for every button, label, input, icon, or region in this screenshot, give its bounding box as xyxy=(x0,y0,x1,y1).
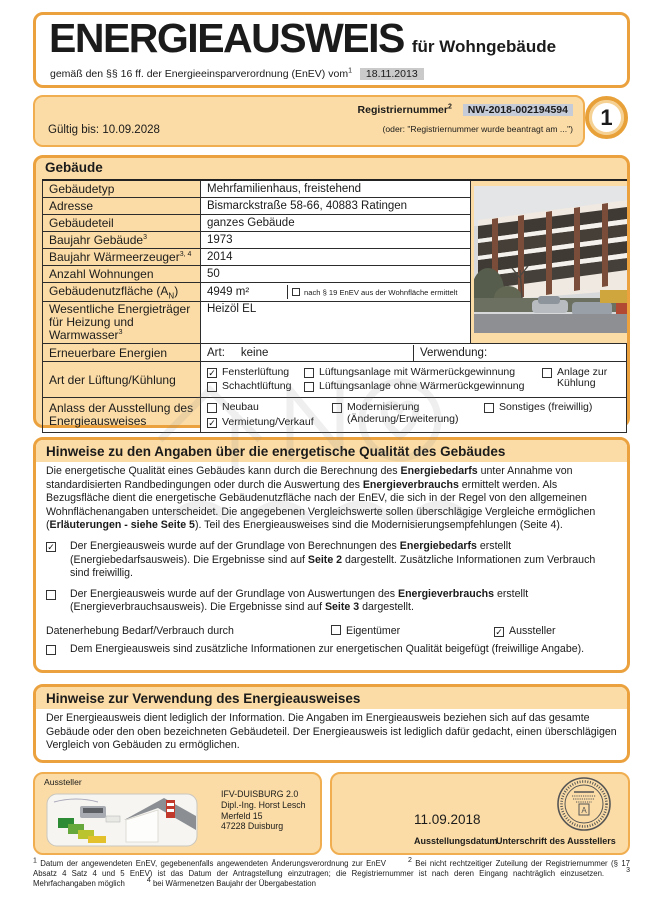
valid-until: Gültig bis: 10.09.2028 xyxy=(48,124,160,136)
registration-number: NW-2018-002194594 xyxy=(463,104,573,116)
usage-section-panel xyxy=(33,684,630,763)
checkbox-lueftung-mit-wrg-icon[interactable] xyxy=(304,368,314,378)
footnote-ref-2: 2 xyxy=(447,103,452,111)
checkbox-kuehlung-icon[interactable] xyxy=(542,368,552,378)
ventilation-option: Anlage zur Kühlung xyxy=(542,367,620,393)
ventilation-cell xyxy=(201,362,627,398)
ventilation-option: Lüftungsanlage ohne Wärmerückgewinnung xyxy=(304,381,542,393)
issuer-option: ✓ Aussteller xyxy=(495,624,556,637)
field-label: Gebäudeteil xyxy=(43,215,201,232)
field-value: 2014 xyxy=(201,249,471,266)
footnote-1-ref: 1 xyxy=(33,857,37,865)
ventilation-option: Schachtlüftung xyxy=(207,381,304,393)
issuer-city: 47228 Duisburg xyxy=(221,821,284,832)
quality-section-body xyxy=(36,462,627,657)
footnote-ref-3-4: 3, 4 xyxy=(179,251,192,258)
ventilation-option: ✓ Fensterlüftung xyxy=(208,365,290,378)
ventilation-option: Lüftungsanlage mit Wärmerückgewinnung xyxy=(304,367,542,379)
issuer-person: Dipl.-Ing. Horst Lesch xyxy=(221,799,306,810)
field-label: Wesentliche Energieträger für Heizung und Warmwasser$^3$ xyxy=(43,302,201,344)
footnote-ref-1: 1 xyxy=(348,67,352,75)
occasion-cell xyxy=(201,398,627,433)
footnote-3: Mehrfachangaben möglich xyxy=(33,879,125,888)
field-value: Bismarckstraße 58-66, 40883 Ratingen xyxy=(201,198,471,215)
field-label: Gebäudetyp xyxy=(43,180,201,198)
issuer-label: Aussteller xyxy=(44,777,82,787)
table-row xyxy=(43,344,627,362)
issuer-address xyxy=(221,789,306,832)
issuer-name: IFV-DUISBURG 2.0 xyxy=(221,789,299,799)
building-photo xyxy=(474,186,627,333)
quality-intro-paragraph: Die energetische Qualität eines Gebäudes kann durch die Berechnung des Energiebedarfs unter Annahme von standardisierten Randbedingungen oder durch die Auswertung des Energieverbrauchs ermittelt werden. Als Bezugsfläche dient die energetische Gebäudenutzfläche nach der EnEV, die sich in der Regel von den allgemeinen Wohnflächenangaben unterscheidet. Die angegebenen Vergleichswerte sollen überschlägige Vergleiche ermöglichen (Erläuterungen - siehe Seite 5). Teil des Energieausweises sind die Modernisierungsempfehlungen (Seite 4). xyxy=(46,465,596,532)
building-panel xyxy=(33,155,630,428)
occasion-option: Modernisierung (Änderung/Erweiterung) xyxy=(332,402,484,428)
field-label: Adresse xyxy=(43,198,201,215)
issue-date-label: Ausstellungsdatum xyxy=(414,836,498,846)
field-label: Anzahl Wohnungen xyxy=(43,266,201,283)
page-number-badge: 1 xyxy=(585,96,628,139)
footnote-4: bei Wärmenetzen Baujahr der Übergabestation xyxy=(152,879,316,888)
verbrauchsausweis-item: Der Energieausweis wurde auf der Grundlage von Auswertungen des Energieverbrauchs erstellt (Energieverbrauchsausweis). Die Ergebnisse sind auf Seite 3 dargestellt. xyxy=(46,588,617,615)
owner-option: Eigentümer xyxy=(331,625,400,639)
checkbox-verbrauchsausweis-icon[interactable] xyxy=(46,590,56,600)
field-value: 1973 xyxy=(201,232,471,249)
field-label: Baujahr Wärmeerzeuger$^{3, 4}$ xyxy=(43,249,201,266)
document-title-row xyxy=(49,15,556,62)
enev-date: 18.11.2013 xyxy=(360,68,424,80)
data-collection-row xyxy=(46,625,617,639)
issue-date: 11.09.2018 xyxy=(414,812,481,827)
svg-text:A: A xyxy=(581,806,587,815)
field-value: Mehrfamilienhaus, freistehend xyxy=(201,180,471,198)
checkbox-eigentuemer-icon[interactable] xyxy=(331,625,341,635)
field-value: 50 xyxy=(201,266,471,283)
field-label: Art der Lüftung/Kühlung xyxy=(43,362,201,398)
law-reference: gemäß den §§ 16 ff. der Energieeinsparverordnung (EnEV) vom$^1$ 18.11.2013 xyxy=(50,68,424,80)
field-label: Baujahr Gebäude$^3$ xyxy=(43,232,201,249)
footnote-4-ref: 4 xyxy=(146,877,151,885)
registration-panel xyxy=(33,95,585,147)
additional-info-item: Dem Energieausweis sind zusätzliche Informationen zur energetischen Qualität beigefügt (freiwillige Angabe). xyxy=(46,643,617,657)
data-collection-label: Datenerhebung Bedarf/Verbrauch durch xyxy=(46,624,234,637)
issuer-logo xyxy=(46,790,198,850)
checkbox-schachtlueftung-icon[interactable] xyxy=(207,382,217,392)
field-label: Erneuerbare Energien xyxy=(43,344,201,362)
building-section-title: Gebäude xyxy=(45,160,103,175)
renewables-use: Verwendung: xyxy=(413,345,626,361)
footnote-ref-3b: 3 xyxy=(118,329,123,337)
area-method-option xyxy=(288,285,470,299)
checkbox-lueftung-ohne-wrg-icon[interactable] xyxy=(304,382,314,392)
table-row xyxy=(43,362,627,398)
document-title: ENERGIEAUSWEIS xyxy=(49,15,404,61)
header-panel xyxy=(33,12,630,88)
registration-alt-note: (oder: "Registriernummer wurde beantragt am ...") xyxy=(382,124,573,134)
usage-section-title: Hinweise zur Verwendung des Energieausweises xyxy=(36,687,627,709)
bedarfsausweis-item: ✓ Der Energieausweis wurde auf der Grundlage von Berechnungen des Energiebedarfs erstellt (Energiebedarfsausweis). Die Ergebnisse sind auf Seite 2 dargestellt. Zusätzliche Informationen zum Verbrauch sind freiwillig. xyxy=(47,539,596,580)
checkbox-zusatzinfo-icon[interactable] xyxy=(46,645,56,655)
area-method-label: nach § 19 EnEV aus der Wohnfläche ermittelt xyxy=(304,287,458,297)
footnote-3-ref: 3 xyxy=(626,867,630,875)
occasion-option: Neubau xyxy=(207,402,332,414)
date-signature-panel xyxy=(330,772,630,855)
occasion-option: ✓ Vermietung/Verkauf xyxy=(208,415,314,428)
checkbox-modernisierung-icon[interactable] xyxy=(332,403,342,413)
field-value: Heizöl EL xyxy=(201,302,471,344)
issuer-street: Merfeld 15 xyxy=(221,810,263,821)
area-value: 4949 m² xyxy=(201,285,288,299)
checkbox-sonstiges-icon[interactable] xyxy=(484,403,494,413)
quality-section-panel xyxy=(33,437,630,673)
checkbox-aussteller-icon[interactable]: ✓ xyxy=(495,626,503,637)
field-value xyxy=(201,283,471,302)
footnote-2: Bei nicht rechtzeitiger Zuteilung der Registriernummer (§ 17 Absatz 4 Satz 4 und 5 EnEV) ist das Datum der Antragstellung einzutragen; die Registriernummer ist nach deren Eingang nachträglich einzusetzen. xyxy=(33,859,631,878)
document-title-suffix: für Wohngebäude xyxy=(411,37,557,56)
checkbox-vermietung-icon[interactable]: ✓ xyxy=(208,417,216,428)
occasion-option: Sonstiges (freiwillig) xyxy=(484,402,620,414)
quality-section-title: Hinweise zu den Angaben über die energetische Qualität des Gebäudes xyxy=(36,440,627,462)
footnotes xyxy=(33,859,630,889)
stamp-seal-icon xyxy=(554,774,614,834)
field-value: ganzes Gebäude xyxy=(201,215,471,232)
renewables-cell xyxy=(201,344,627,362)
field-label: Anlass der Ausstellung des Energieausweises xyxy=(43,398,201,433)
table-row xyxy=(43,398,627,433)
issuer-panel xyxy=(33,772,322,855)
field-label: Gebäudenutzfläche $(A_N)$ xyxy=(43,283,201,302)
signature-label: Unterschrift des Ausstellers xyxy=(496,836,616,846)
usage-section-body: Der Energieausweis dient lediglich der Information. Die Angaben im Energieausweis beziehen sich auf das gesamte Gebäude oder den oben bezeichneten Gebäudeteil. Der Energieausweis ist lediglich dafür gedacht, einen überschlägigen Vergleich von Gebäuden zu ermöglichen. xyxy=(46,712,617,752)
checkbox-wohnflaeche-icon[interactable] xyxy=(292,288,300,296)
checkbox-fensterlueftung-icon[interactable]: ✓ xyxy=(208,367,216,378)
checkbox-neubau-icon[interactable] xyxy=(207,403,217,413)
footnote-1: Datum der angewendeten EnEV, gegebenenfalls angewendeten Änderungsverordnung zur EnEV xyxy=(40,859,387,868)
footnote-2-ref: 2 xyxy=(408,857,412,865)
registration-number-line: Registriernummer$^2$ NW-2018-002194594 xyxy=(358,104,573,116)
renewables-art: Art: keine xyxy=(207,346,269,359)
checkbox-bedarfsausweis-icon[interactable]: ✓ xyxy=(47,541,55,552)
footnote-ref-3: 3 xyxy=(143,234,147,241)
